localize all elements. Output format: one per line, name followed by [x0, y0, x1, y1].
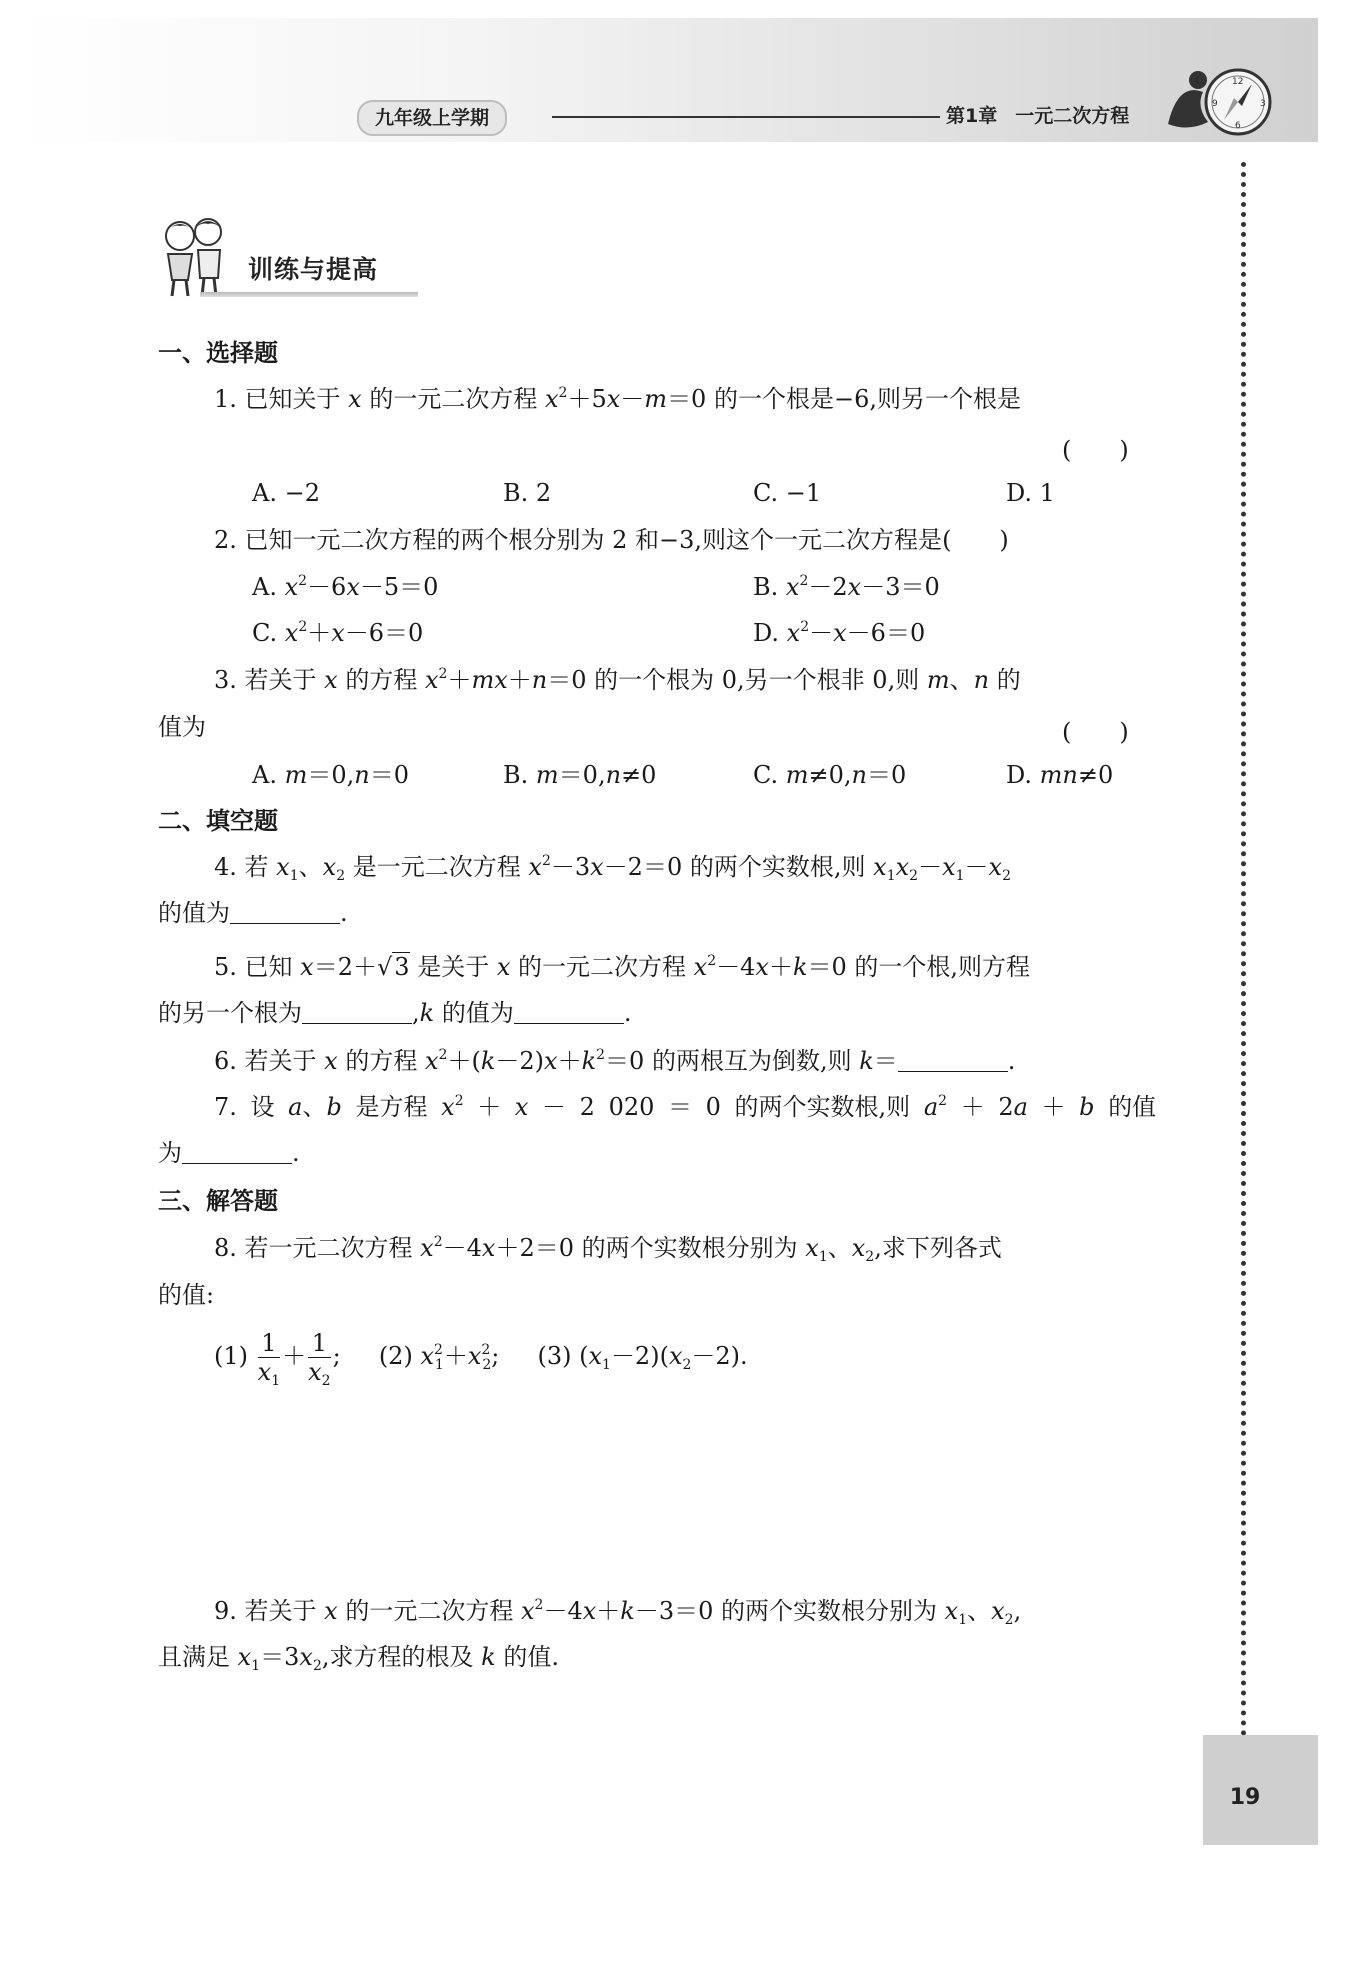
kids-icon: [158, 214, 228, 300]
svg-text:12: 12: [1232, 77, 1244, 87]
part-heading-choice: 一、选择题: [158, 339, 278, 367]
q3-option-d: D. mn≠0: [1006, 761, 1114, 789]
svg-text:3: 3: [1260, 99, 1266, 109]
q1-option-d: D. 1: [1006, 479, 1055, 507]
section-title: 训练与提高: [248, 255, 379, 284]
question-5-cont: 的另一个根为 ,k 的值为 .: [158, 999, 632, 1027]
question-3: 3. 若关于 x 的方程 $x^2+mx+n=0$ 的一个根为 0,另一个根非 0,则 m、n 的: [214, 666, 1021, 694]
question-7: 7. 设 a、b 是方程 $x^2 + x - 2$ 020 ＝ 0 的两个实数根,则 $a^2 + 2a + b$ 的值: [214, 1093, 1157, 1121]
q2-option-b: B. $x^2-2x-3=0$: [753, 573, 940, 601]
chapter-label: [946, 100, 1129, 132]
question-4-cont: 的值为 .: [158, 899, 348, 927]
grade-label: 九年级上学期: [357, 100, 507, 136]
question-9: 9. 若关于 x 的一元二次方程 $x^2-4x+k-3=0$ 的两个实数根分别为 $x_1$、$x_2$,: [214, 1597, 1022, 1628]
q6-answer-blank[interactable]: [898, 1049, 1008, 1072]
question-7-cont: 为 .: [158, 1139, 300, 1167]
q2-option-a: A. $x^2-6x-5=0$: [252, 573, 439, 601]
margin-dotted-line: [1241, 162, 1246, 1737]
question-1: 1. 已知关于 x 的一元二次方程 $x^2+5x-m=0$ 的一个根是−6,则另一个根是: [214, 385, 1021, 413]
question-3-cont: 值为: [158, 713, 206, 741]
q1-option-b: B. 2: [503, 479, 552, 507]
question-8-cont: 的值:: [158, 1281, 215, 1309]
q3-option-c: C. m≠0,n＝0: [753, 761, 907, 789]
q5-k-blank[interactable]: [514, 1001, 624, 1024]
section-underline: [200, 292, 418, 297]
question-4: 4. 若 $x_1$、$x_2$ 是一元二次方程 $x^2-3x-2=0$ 的两个实数根,则 $x_1x_2-x_1-x_2$: [214, 853, 1012, 884]
compass-runner-icon: [1148, 62, 1278, 142]
question-2: 2. 已知一元二次方程的两个根分别为 2 和−3,则这个一元二次方程是( ): [214, 526, 1009, 554]
question-5: 5. 已知 x＝2＋√3 是关于 x 的一元二次方程 $x^2-4x+k=0$ 的一个根,则方程: [214, 953, 1031, 981]
q1-option-c: C. −1: [753, 479, 822, 507]
page-number: 19: [1229, 1785, 1261, 1810]
question-8-subparts: (1) $\frac{1}{x_1}$ ＋ $\frac{1}{x_2}$ ; (2) $x^2_1+x^2_2$; (3) $(x_1-2)(x_2-2)$.: [214, 1329, 748, 1389]
q7-answer-blank[interactable]: [182, 1141, 292, 1164]
q3-answer-bracket: ( ): [1062, 718, 1129, 746]
question-9-cont: 且满足 $x_1=3x_2$,求方程的根及 k 的值.: [158, 1643, 559, 1674]
q2-option-d: D. $x^2-x-6=0$: [753, 619, 926, 647]
q3-option-a: A. m＝0,n＝0: [252, 761, 410, 789]
question-8: 8. 若一元二次方程 $x^2-4x+2=0$ 的两个实数根分别为 $x_1$、$x_2$,求下列各式: [214, 1234, 1002, 1265]
q5-root-blank[interactable]: [302, 1001, 412, 1024]
chapter-title: 一元二次方程: [1015, 105, 1130, 127]
part-heading-solve: 三、解答题: [158, 1187, 278, 1215]
question-6: 6. 若关于 x 的方程 $x^2+(k-2)x+k^2=0$ 的两根互为倒数,则 k＝ .: [214, 1047, 1016, 1075]
part-heading-fill: 二、填空题: [158, 807, 278, 835]
chapter-number: 第1章: [946, 105, 998, 127]
q3-option-b: B. m＝0,n≠0: [503, 761, 657, 789]
q1-option-a: A. −2: [252, 479, 320, 507]
q1-answer-bracket: ( ): [1062, 436, 1129, 464]
svg-text:6: 6: [1235, 121, 1241, 131]
header-rule: [552, 116, 940, 118]
q4-answer-blank[interactable]: [230, 901, 340, 924]
q2-option-c: C. $x^2+x-6=0$: [252, 619, 424, 647]
svg-text:9: 9: [1212, 99, 1218, 109]
